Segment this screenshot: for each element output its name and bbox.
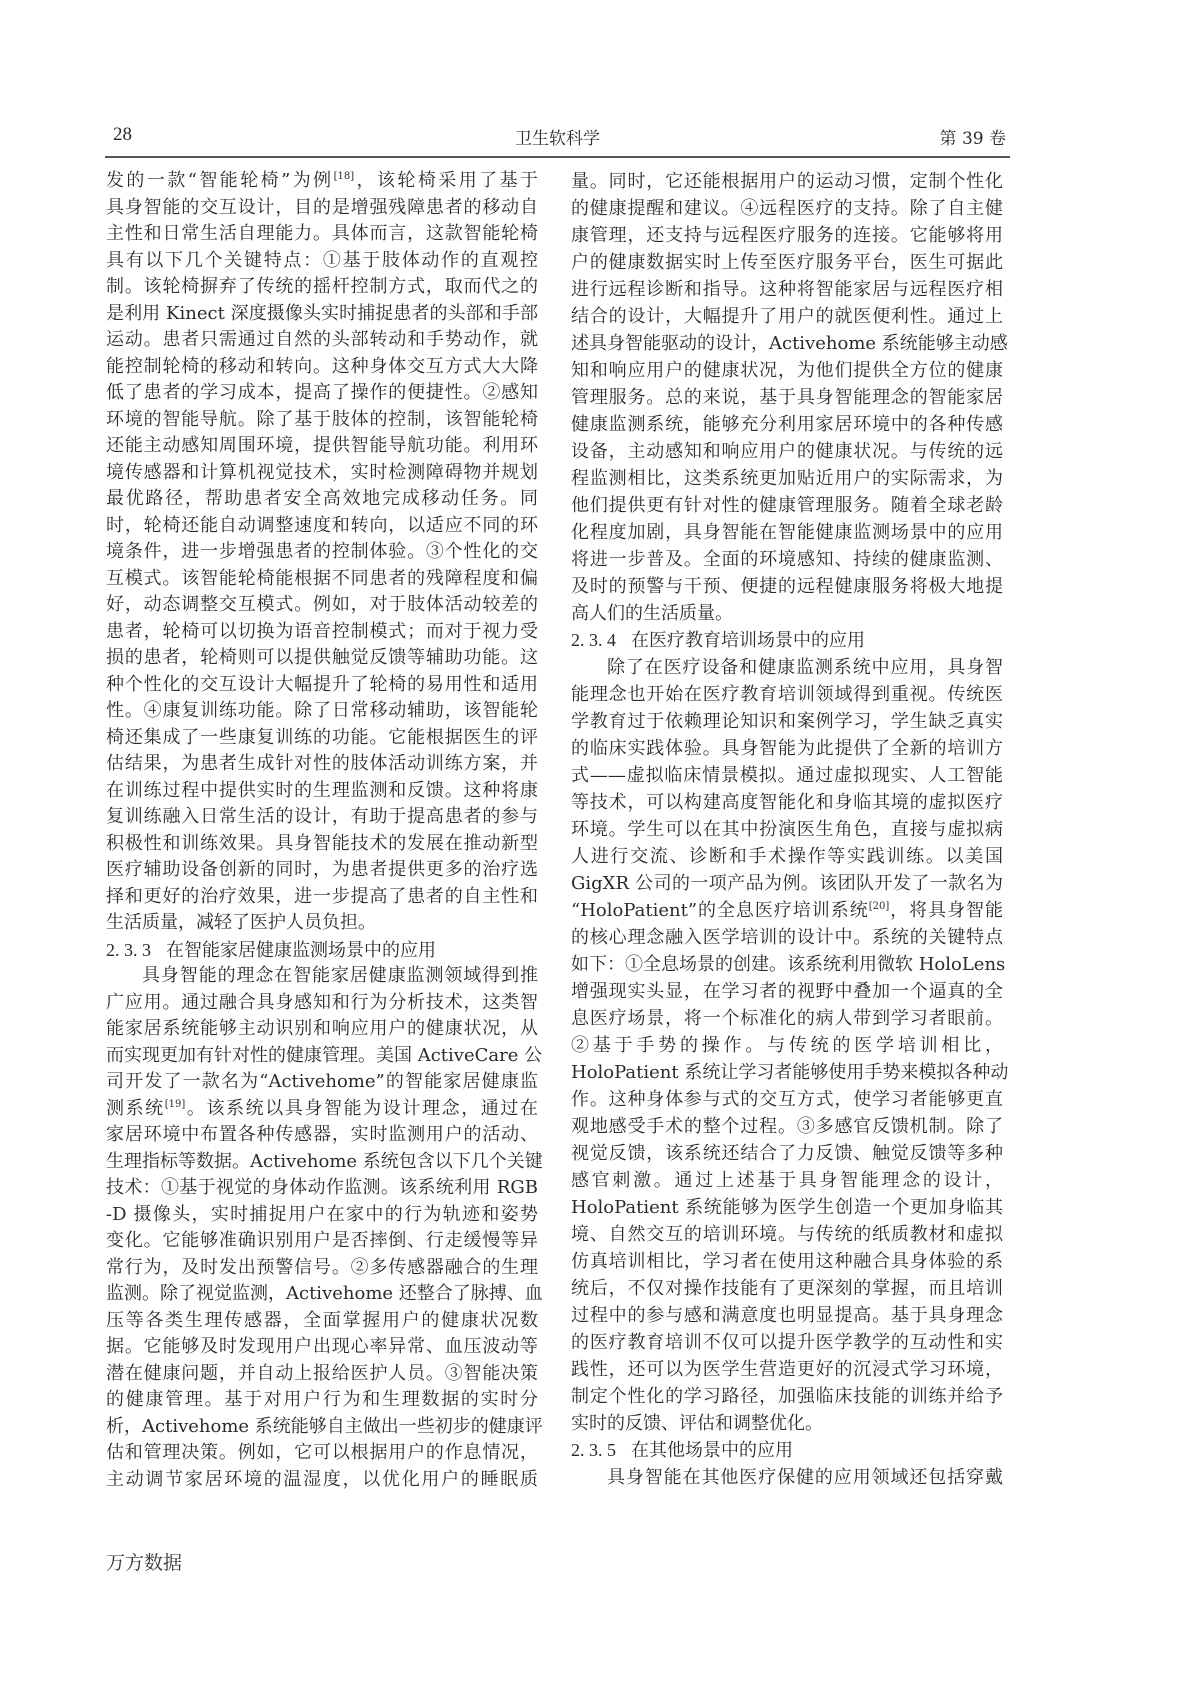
text-line: 健康监测系统，能够充分利用家居环境中的各种传感	[571, 414, 1003, 435]
text-line: 估和管理决策。例如，它可以根据用户的作息情况，	[106, 1442, 538, 1463]
text-line: 将进一步普及。全面的环境感知、持续的健康监测、	[571, 549, 1003, 570]
right-column	[571, 168, 1009, 1491]
text-line: 最优路径，帮助患者安全高效地完成移动任务。同	[106, 488, 538, 509]
text-line: 家居环境中布置各种传感器，实时监测用户的活动、	[106, 1124, 538, 1145]
section-title: 在智能家居健康监测场景中的应用	[166, 939, 436, 961]
text-segment: “HoloPatient”的全息医疗培训系统	[571, 900, 869, 921]
text-line: 观地感受手术的整个过程。③多感官反馈机制。除了	[571, 1116, 1003, 1137]
text-line: 析，Activehome 系统能够自主做出一些初步的健康评	[106, 1415, 543, 1437]
text-line: 环境的智能导航。除了基于肢体的控制，该智能轮椅	[106, 408, 538, 430]
text-line: 具有以下几个关键特点：①基于肢体动作的直观控	[106, 249, 538, 271]
journal-title: 卫生软科学	[515, 129, 600, 149]
text-segment: 测系统	[106, 1097, 165, 1119]
text-line: 能理念也开始在医疗教育培训领域得到重视。传统医	[571, 684, 1003, 705]
text-line: 广应用。通过融合具身感知和行为分析技术，这类智	[106, 991, 538, 1013]
text-segment: 。该系统以具身智能为设计理念，通过在	[185, 1097, 538, 1119]
text-line: 境传感器和计算机视觉技术，实时检测障碍物并规划	[106, 461, 538, 483]
text-line: 践性，还可以为医学生营造更好的沉浸式学习环境，	[571, 1359, 1003, 1380]
running-header	[105, 120, 1010, 158]
text-line: 仿真培训相比，学习者在使用这种融合具身体验的系	[571, 1251, 1003, 1272]
text-line	[106, 168, 538, 195]
text-line: 监测。除了视觉监测，Activehome 还整合了脉搏、血	[106, 1283, 543, 1304]
text-line: 他们提供更有针对性的健康管理服务。随着全球老龄	[571, 495, 1003, 516]
section-heading	[571, 1437, 1003, 1464]
text-line: 患者，轮椅可以切换为语音控制模式；而对于视力受	[106, 620, 538, 642]
text-line: 好，动态调整交互模式。例如，对于肢体活动较差的	[106, 594, 538, 615]
text-line: 结合的设计，大幅提升了用户的就医便利性。通过上	[571, 306, 1003, 327]
text-line: 感官刺激。通过上述基于具身智能理念的设计，	[571, 1170, 1003, 1191]
text-line: 量。同时，它还能根据用户的运动习惯，定制个性化	[571, 171, 1003, 192]
text-line: 估结果，为患者生成针对性的肢体活动训练方案，并	[106, 753, 538, 774]
text-line: 技术：①基于视觉的身体动作监测。该系统利用 RGB	[106, 1177, 538, 1198]
text-line: 互模式。该智能轮椅能根据不同患者的残障程度和偏	[106, 567, 538, 589]
text-segment: ，将具身智能	[889, 900, 1004, 921]
text-line: 的健康提醒和建议。④远程医疗的支持。除了自主健	[571, 198, 1003, 219]
text-line: 设备，主动感知和响应用户的健康状况。与传统的远	[571, 441, 1003, 462]
text-line: 生活质量，减轻了医护人员负担。	[106, 912, 376, 933]
section-heading	[106, 937, 538, 964]
citation-ref: [19]	[164, 1098, 186, 1110]
section-heading	[571, 627, 1003, 654]
text-line: HoloPatient 系统能够为医学生创造一个更加身临其	[571, 1197, 1003, 1218]
text-line: 除了在医疗设备和健康监测系统中应用，具身智	[607, 657, 1003, 678]
text-line: 视觉反馈，该系统还结合了力反馈、触觉反馈等多种	[571, 1143, 1003, 1164]
text-line	[106, 1096, 538, 1123]
volume-label: 第 39 卷	[939, 129, 1006, 149]
text-line: 息医疗场景，将一个标准化的病人带到学习者眼前。	[571, 1008, 1003, 1029]
citation-ref: [20]	[868, 901, 890, 912]
text-line: 生理指标等数据。Activehome 系统包含以下几个关键	[106, 1150, 543, 1172]
text-line: HoloPatient 系统让学习者能够使用手势来模拟各种动	[571, 1062, 1009, 1083]
text-line: 潜在健康问题，并自动上报给医护人员。③智能决策	[106, 1362, 538, 1384]
text-line: 主性和日常生活自理能力。具体而言，这款智能轮椅	[106, 223, 538, 244]
section-title: 在其他场景中的应用	[631, 1440, 793, 1461]
text-line: 在训练过程中提供实时的生理监测和反馈。这种将康	[106, 779, 538, 801]
text-line: 作。这种身体参与式的交互方式，使学习者能够更直	[571, 1089, 1003, 1110]
text-line: GigXR 公司的一项产品为例。该团队开发了一款名为	[571, 873, 1003, 894]
section-number: 2. 3. 4	[571, 630, 616, 650]
text-line: 的核心理念融入医学培训的设计中。系统的关键特点	[571, 927, 1003, 948]
text-line: 述具身智能驱动的设计，Activehome 系统能够主动感	[571, 333, 1008, 354]
left-column	[106, 168, 543, 1493]
text-line: 的临床实践体验。具身智能为此提供了全新的培训方	[571, 738, 1003, 759]
text-line: 运动。患者只需通过自然的头部转动和手势动作，就	[106, 329, 538, 350]
section-number: 2. 3. 3	[106, 939, 151, 960]
text-line: 积极性和训练效果。具身智能技术的发展在推动新型	[106, 832, 538, 854]
text-line: 环境。学生可以在其中扮演医生角色，直接与虚拟病	[571, 819, 1003, 840]
text-line: 制。该轮椅摒弃了传统的摇杆控制方式，取而代之的	[106, 276, 538, 297]
text-line: 而实现更加有针对性的健康管理。美国 ActiveCare 公	[106, 1044, 543, 1066]
text-line: ②基于手势的操作。与传统的医学培训相比，	[571, 1035, 1003, 1056]
text-line: 时，轮椅还能自动调整速度和转向，以适应不同的环	[106, 514, 538, 536]
text-line: 程监测相比，这类系统更加贴近用户的实际需求，为	[571, 468, 1003, 489]
text-line: 椅还集成了一些康复训练的功能。它能根据医生的评	[106, 726, 538, 748]
text-line: 人进行交流、诊断和手术操作等实践训练。以美国	[571, 846, 1003, 867]
text-line: 进行远程诊断和指导。这种将智能家居与远程医疗相	[571, 279, 1003, 300]
text-line: 常行为，及时发出预警信号。②多传感器融合的生理	[106, 1256, 538, 1278]
text-line: 能控制轮椅的移动和转向。这种身体交互方式大大降	[106, 355, 538, 377]
page-number: 28	[113, 124, 132, 145]
text-line	[571, 897, 1003, 924]
text-line: 压等各类生理传感器，全面掌握用户的健康状况数	[106, 1309, 538, 1331]
text-line: 能家居系统能够主动识别和响应用户的健康状况，从	[106, 1018, 538, 1039]
section-number: 2. 3. 5	[571, 1440, 616, 1460]
text-line: 等技术，可以构建高度智能化和身临其境的虚拟医疗	[571, 792, 1003, 813]
footer-watermark: 万方数据	[106, 1552, 183, 1574]
text-line: 境、自然交互的培训环境。与传统的纸质教材和虚拟	[571, 1224, 1003, 1245]
text-line: 据。它能够及时发现用户出现心率异常、血压波动等	[106, 1336, 538, 1357]
text-line: 高人们的生活质量。	[571, 603, 733, 624]
text-line: 知和响应用户的健康状况，为他们提供全方位的健康	[571, 360, 1003, 381]
text-line: 损的患者，轮椅则可以提供触觉反馈等辅助功能。这	[106, 647, 538, 668]
text-line: 康管理，还支持与远程医疗服务的连接。它能够将用	[571, 225, 1003, 246]
text-line: 具身智能的理念在智能家居健康监测领域得到推	[142, 965, 538, 986]
text-segment: ，该轮椅采用了基于	[354, 170, 539, 191]
text-line: -D 摄像头，实时捕捉用户在家中的行为轨迹和姿势	[106, 1203, 538, 1225]
text-line: 低了患者的学习成本，提高了操作的便捷性。②感知	[106, 382, 538, 403]
text-line: 具身智能的交互设计，目的是增强残障患者的移动自	[106, 196, 538, 218]
text-line: 统后，不仅对操作技能有了更深刻的掌握，而且培训	[571, 1278, 1003, 1299]
section-title: 在医疗教育培训场景中的应用	[631, 630, 865, 651]
text-line: 的健康管理。基于对用户行为和生理数据的实时分	[106, 1389, 538, 1410]
text-line: 管理服务。总的来说，基于具身智能理念的智能家居	[571, 387, 1003, 408]
text-line: 具身智能在其他医疗保健的应用领域还包括穿戴	[607, 1467, 1003, 1488]
text-line: 种个性化的交互设计大幅提升了轮椅的易用性和适用	[106, 673, 538, 695]
text-line: 如下：①全息场景的创建。该系统利用微软 HoloLens	[571, 954, 1006, 975]
text-line: 医疗辅助设备创新的同时，为患者提供更多的治疗选	[106, 859, 538, 880]
text-line: 及时的预警与干预、便捷的远程健康服务将极大地提	[571, 576, 1003, 597]
text-line: 主动调节家居环境的温湿度，以优化用户的睡眠质	[106, 1468, 538, 1490]
text-segment: 发的一款“智能轮椅”为例	[106, 170, 334, 191]
text-line: 的医疗教育培训不仅可以提升医学教学的互动性和实	[571, 1332, 1003, 1353]
text-line: 司开发了一款名为“Activehome”的智能家居健康监	[106, 1071, 538, 1092]
text-line: 性。④康复训练功能。除了日常移动辅助，该智能轮	[106, 700, 538, 721]
text-line: 制定个性化的学习路径，加强临床技能的训练并给予	[571, 1386, 1003, 1407]
citation-ref: [18]	[333, 171, 355, 182]
text-line: 境条件，进一步增强患者的控制体验。③个性化的交	[106, 541, 538, 562]
text-line: 增强现实头显，在学习者的视野中叠加一个逼真的全	[571, 981, 1003, 1002]
text-line: 是利用 Kinect 深度摄像头实时捕捉患者的头部和手部	[106, 302, 538, 324]
text-line: 学教育过于依赖理论知识和案例学习，学生缺乏真实	[571, 711, 1003, 732]
text-line: 择和更好的治疗效果，进一步提高了患者的自主性和	[106, 885, 538, 907]
text-line: 户的健康数据实时上传至医疗服务平台，医生可据此	[571, 252, 1003, 273]
text-line: 式——虚拟临床情景模拟。通过虚拟现实、人工智能	[571, 765, 1003, 786]
text-line: 复训练融入日常生活的设计，有助于提高患者的参与	[106, 806, 538, 827]
text-line: 变化。它能够准确识别用户是否摔倒、行走缓慢等异	[106, 1230, 538, 1251]
text-line: 还能主动感知周围环境，提供智能导航功能。利用环	[106, 435, 538, 456]
text-line: 化程度加剧，具身智能在智能健康监测场景中的应用	[571, 522, 1003, 543]
text-line: 实时的反馈、评估和调整优化。	[571, 1413, 823, 1434]
text-line: 过程中的参与感和满意度也明显提高。基于具身理念	[571, 1305, 1003, 1326]
